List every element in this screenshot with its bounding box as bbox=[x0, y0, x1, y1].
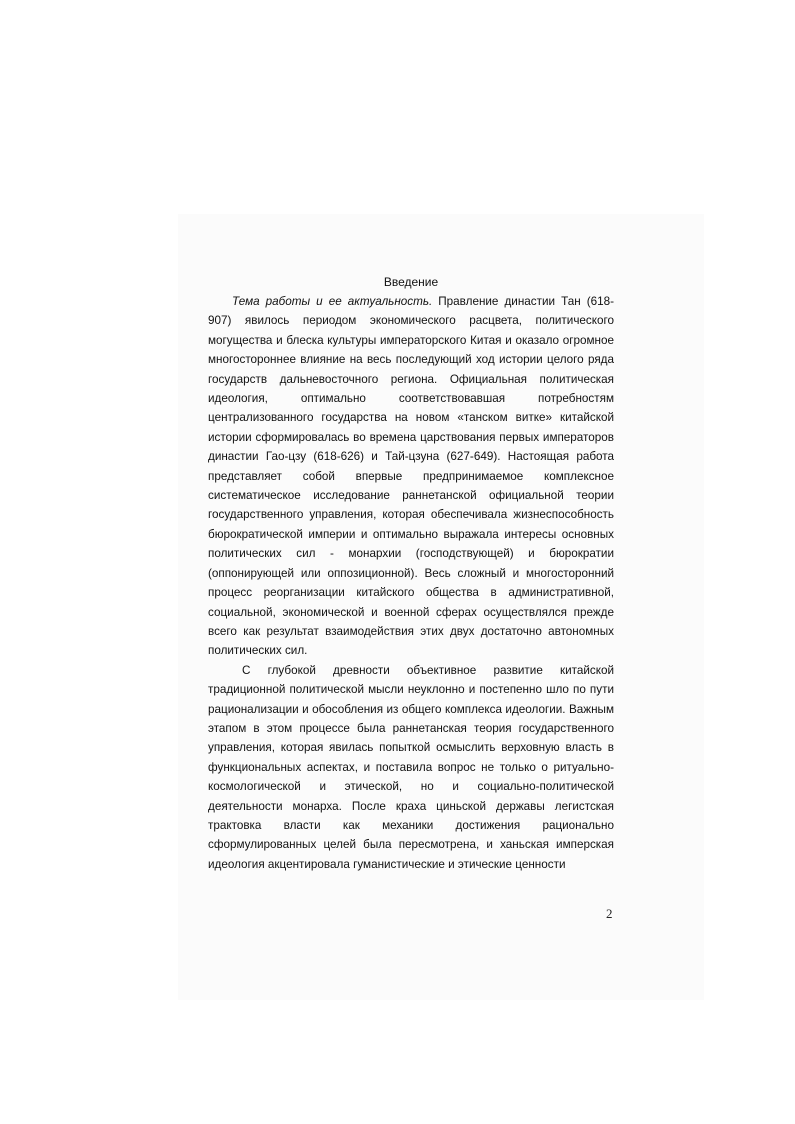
paragraph-text: С глубокой древности объективное развитие китайской традиционной политической мысли неуклонно и постепенно шло по пути рационализации и обособления из общего комплекса идеологии. Важным этапом в этом процессе была раннетанская теория государственного управления, которая явилась попыткой осмыслить верховную власть в функциональных аспектах, и поставила вопрос не только о ритуально-космологической и этической, но и социально-политической деятельности монарха. После краха циньской державы легистская трактовка власти как механики достижения рационально сформулированных целей была пересмотрена, и ханьская имперская идеология акцентировала гуманистические и этические ценности bbox=[208, 663, 614, 871]
paragraph-lead: Тема работы и ее актуальность. bbox=[232, 295, 433, 308]
document-body bbox=[208, 272, 614, 874]
page-number: 2 bbox=[606, 906, 613, 921]
paragraph-2 bbox=[208, 661, 614, 874]
paragraph-text: Правление династии Тан (618-907) явилось периодом экономического расцвета, политического могущества и блеска культуры императорского Китая и оказало огромное многостороннее влияние на весь последующий ход истории целого ряда государств дальневосточного региона. Официальная политическая идеология, оптимально соответствовавшая потребностям централизованного государства на новом «танском витке» китайской истории сформировалась во времена царствования первых императоров династии Гао-цзу (618-626) и Тай-цзуна (627-649). Настоящая работа представляет собой впервые предпринимаемое комплексное систематическое исследование раннетанской официальной теории государственного управления, которая обеспечивала жизнеспособность бюрократической империи и оптимально выражала интересы основных политических сил - монархии (господствующей) и бюрократии (оппонирующей или оппозиционной). Весь сложный и многосторонний процесс реорганизации китайского общества в административной, социальной, экономической и военной сферах осуществлялся прежде всего как результат взаимодействия этих двух достаточно автономных политических сил. bbox=[208, 295, 614, 658]
page-title: Введение bbox=[383, 275, 439, 289]
paragraph-1 bbox=[208, 292, 614, 661]
